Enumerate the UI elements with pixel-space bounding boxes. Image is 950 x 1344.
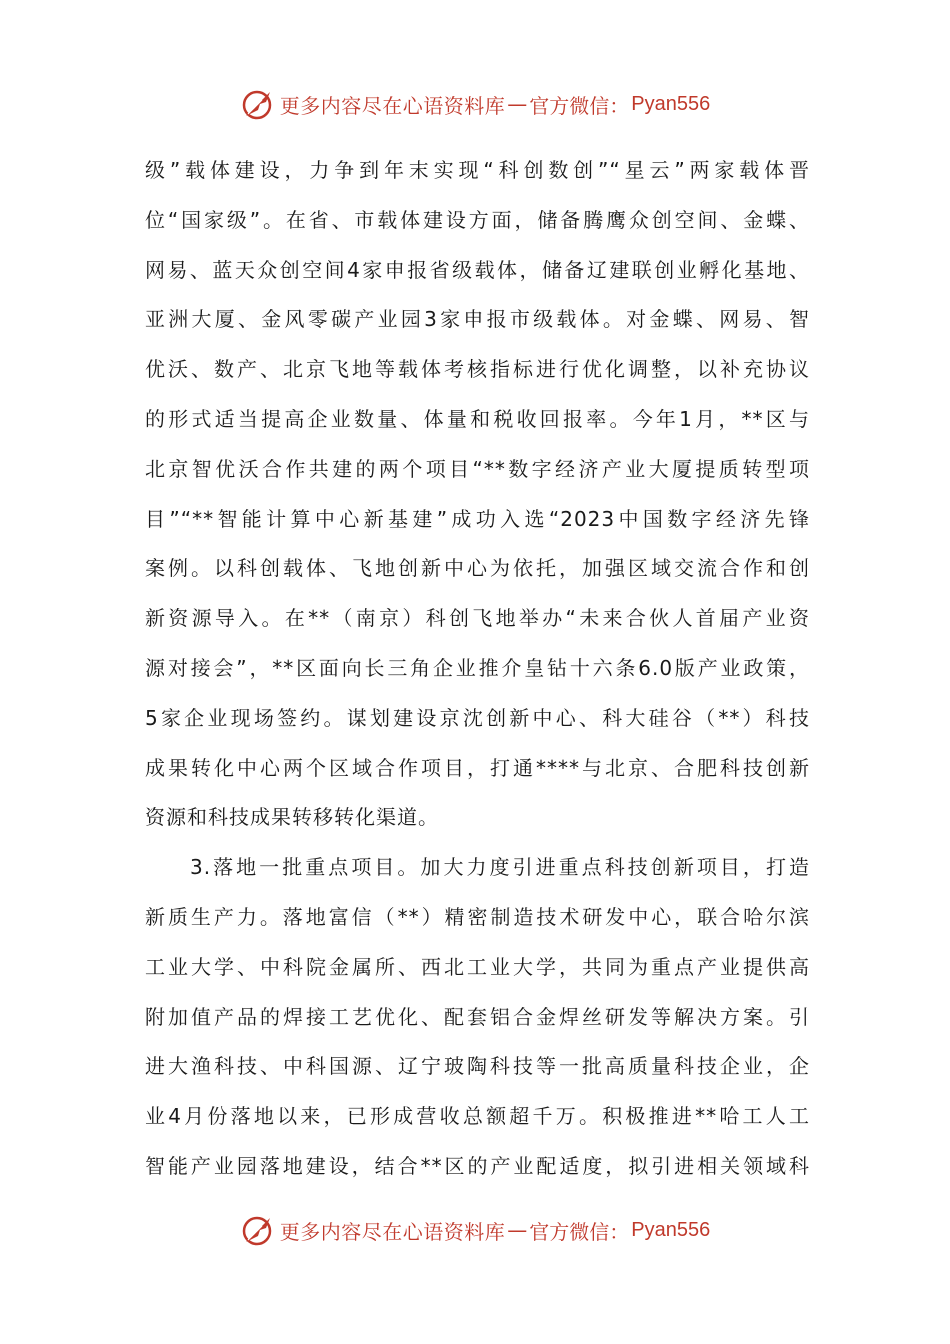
document-body <box>145 146 810 1192</box>
banner-wechat-id: Pyan556 <box>631 92 711 115</box>
text-line: 级”载体建设，力争到年末实现“科创数创”“星云”两家载体晋 <box>145 158 810 182</box>
text-line: 进大渔科技、中科国源、辽宁玻陶科技等一批高质量科技企业，企 <box>145 1054 810 1079</box>
banner-wechat-id: Pyan556 <box>631 1218 711 1241</box>
text-line: 源对接会”，**区面向长三角企业推介皇钻十六条6.0版产业政策， <box>145 655 810 680</box>
text-line: 北京智优沃合作共建的两个项目“**数字经济产业大厦提质转型项 <box>145 456 810 481</box>
footer-watermark-banner <box>0 1210 950 1250</box>
text-line: 案例。以科创载体、飞地创新中心为依托，加强区域交流合作和创 <box>145 556 810 581</box>
banner-wechat-label: 官方微信： <box>529 1219 630 1244</box>
banner-separator: — <box>507 92 528 116</box>
text-line: 目”“**智能计算中心新基建”成功入选“2023中国数字经济先锋 <box>145 506 810 531</box>
header-watermark-banner <box>0 84 950 124</box>
text-line: 的形式适当提高企业数量、体量和税收回报率。今年1月，**区与 <box>145 406 810 431</box>
quill-logo-icon <box>240 1212 276 1248</box>
banner-separator: — <box>507 1218 528 1242</box>
text-line: 优沃、数产、北京飞地等载体考核指标进行优化调整，以补充协议 <box>145 357 810 382</box>
text-line: 成果转化中心两个区域合作项目，打通****与北京、合肥科技创新 <box>145 755 810 780</box>
text-line: 资源和科技成果转移转化渠道。 <box>145 805 439 830</box>
banner-text: 更多内容尽在心语资料库 <box>279 93 506 118</box>
text-line: 新资源导入。在**（南京）科创飞地举办“未来合伙人首届产业资 <box>145 606 810 631</box>
quill-logo-icon <box>240 86 276 122</box>
text-line: 亚洲大厦、金风零碳产业园3家申报市级载体。对金蝶、网易、智 <box>145 307 810 332</box>
text-line: 工业大学、中科院金属所、西北工业大学，共同为重点产业提供高 <box>145 954 810 979</box>
text-line: 智能产业园落地建设，结合**区的产业配适度，拟引进相关领域科 <box>145 1153 810 1178</box>
text-line: 位“国家级”。在省、市载体建设方面，储备腾鹰众创空间、金蝶、 <box>145 207 810 232</box>
text-line: 网易、蓝天众创空间4家申报省级载体，储备辽建联创业孵化基地、 <box>145 257 810 282</box>
section-heading-line: 3.落地一批重点项目。加大力度引进重点科技创新项目，打造 <box>190 855 810 880</box>
banner-wechat-label: 官方微信： <box>529 93 630 118</box>
text-line: 附加值产品的焊接工艺优化、配套铝合金焊丝研发等解决方案。引 <box>145 1004 810 1029</box>
text-line: 业4月份落地以来，已形成营收总额超千万。积极推进**哈工人工 <box>145 1104 810 1129</box>
text-line: 新质生产力。落地富信（**）精密制造技术研发中心，联合哈尔滨 <box>145 904 810 929</box>
text-line: 5家企业现场签约。谋划建设京沈创新中心、科大硅谷（**）科技 <box>145 705 810 730</box>
banner-text: 更多内容尽在心语资料库 <box>279 1219 506 1244</box>
